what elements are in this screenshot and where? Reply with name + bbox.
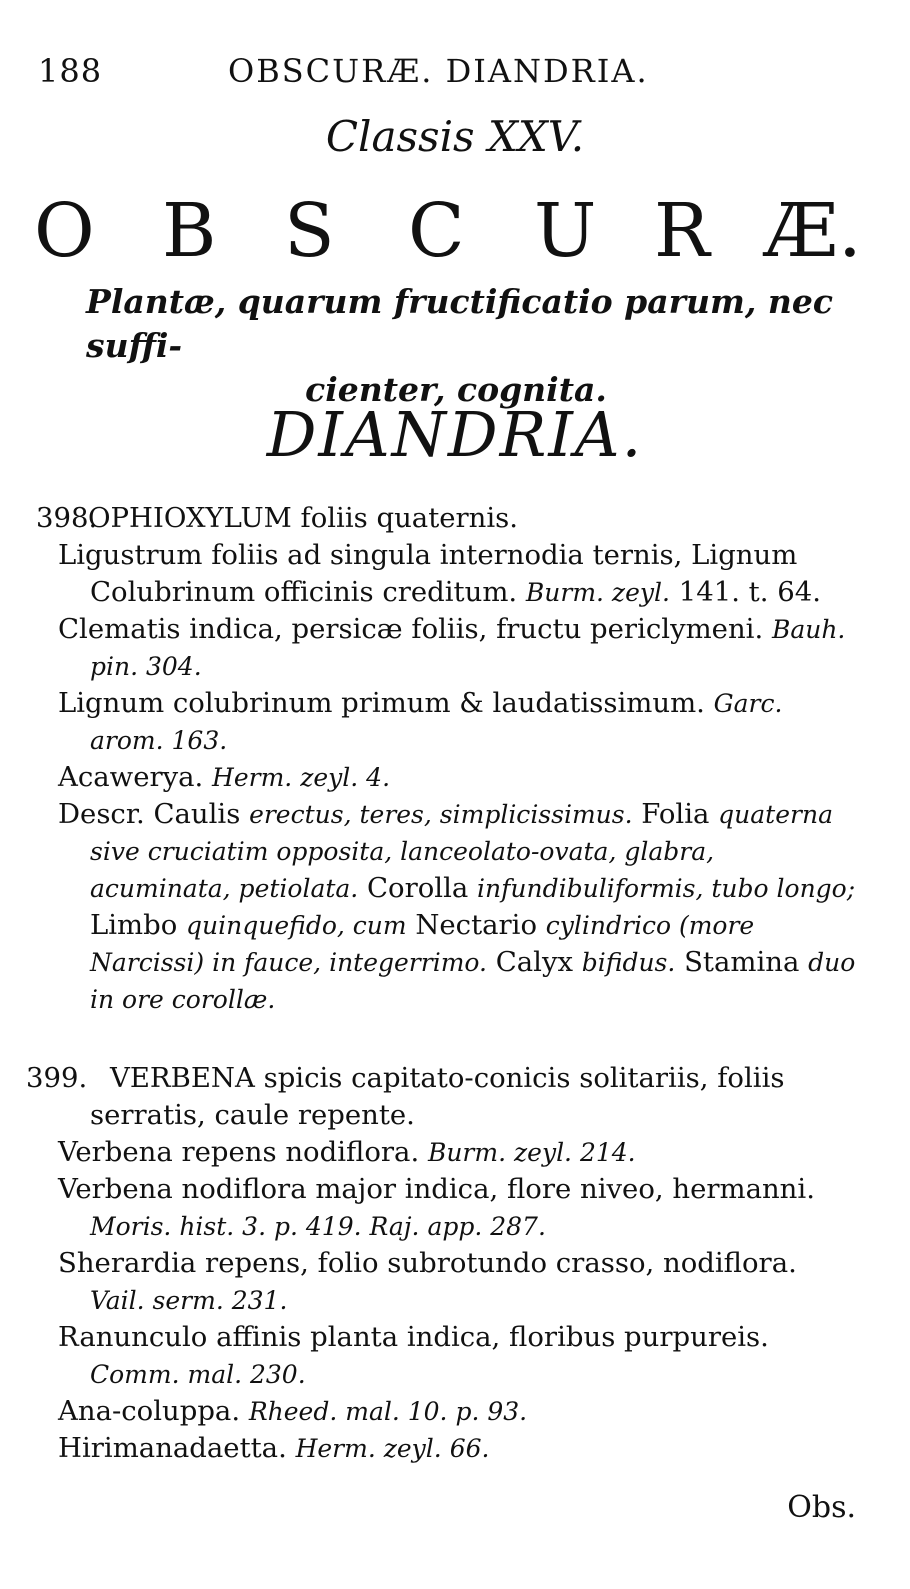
description-term: Stamina bbox=[684, 946, 800, 978]
synonym-text: Verbena nodiflora major indica, flore niveo, hermanni. bbox=[58, 1173, 815, 1205]
synonym bbox=[36, 1430, 856, 1467]
description bbox=[36, 796, 856, 1018]
description-italic: bifidus. bbox=[581, 948, 676, 977]
synonym-reference-page: 141. t. 64. bbox=[678, 576, 821, 608]
synonym-reference: Garc. arom. 163. bbox=[90, 689, 783, 755]
synonym-reference: Herm. zeyl. 4. bbox=[212, 763, 391, 792]
description-term: Calyx bbox=[495, 946, 574, 978]
synonym-text: Verbena repens nodiflora. bbox=[58, 1136, 420, 1168]
entry-number: 398. bbox=[36, 502, 98, 534]
description-term: Nectario bbox=[415, 909, 538, 941]
description-label: Descr. bbox=[58, 798, 145, 830]
description-term: Folia bbox=[641, 798, 710, 830]
synonym-text: Acawerya. bbox=[58, 761, 204, 793]
page-number: 188 bbox=[38, 52, 103, 90]
title-letter: B bbox=[162, 188, 217, 274]
synonym-reference: Moris. hist. 3. p. 419. Raj. app. 287. bbox=[90, 1212, 546, 1241]
entry-diagnosis: VERBENA spicis capitato-conicis solitariis, foliis serratis, caule repente. bbox=[90, 1062, 785, 1131]
synonym-text: Sherardia repens, folio subrotundo crasso, nodiflora. bbox=[58, 1247, 797, 1279]
entry-lead bbox=[36, 500, 856, 537]
synonym bbox=[36, 1319, 856, 1393]
description-italic: quaterna sive cruciatim opposita, lanceolato-ovata, glabra, acuminata, petiolata. bbox=[90, 800, 833, 903]
synonym bbox=[36, 1393, 856, 1430]
title-letter: R bbox=[654, 188, 710, 274]
description-term: Corolla bbox=[367, 872, 469, 904]
synonym-text: Ligustrum foliis ad singula internodia ternis, Lignum Colubrinum officinis creditum. bbox=[58, 539, 798, 608]
description-italic: infundibuliformis, tubo longo; bbox=[477, 874, 856, 903]
description-term: Caulis bbox=[153, 798, 241, 830]
definition-line-2: cienter, cognita. bbox=[305, 370, 607, 409]
synonym-text: Clematis indica, persicæ foliis, fructu periclymeni. bbox=[58, 613, 764, 645]
species-entry-398 bbox=[36, 500, 856, 1018]
description-italic: quinquefido, cum bbox=[186, 911, 407, 940]
synonym-text: Ranunculo affinis planta indica, floribus purpureis. bbox=[58, 1321, 769, 1353]
title-letter: U bbox=[534, 188, 597, 274]
title-letter: Æ. bbox=[764, 188, 862, 274]
class-title bbox=[34, 188, 874, 274]
synonym bbox=[36, 1134, 856, 1171]
running-head bbox=[38, 52, 870, 94]
synonym bbox=[36, 759, 856, 796]
description-term: Limbo bbox=[90, 909, 178, 941]
synonym-text: Ana-coluppa. bbox=[58, 1395, 241, 1427]
synonym bbox=[36, 685, 856, 759]
title-letter: S bbox=[284, 188, 335, 274]
synonym-reference: Rheed. mal. 10. p. 93. bbox=[248, 1397, 528, 1426]
running-head-title: OBSCURÆ. DIANDRIA. bbox=[228, 52, 649, 90]
synonym bbox=[36, 1245, 856, 1319]
entry-lead bbox=[26, 1060, 856, 1134]
title-letter: C bbox=[408, 188, 465, 274]
class-definition bbox=[86, 280, 856, 412]
synonym bbox=[36, 611, 856, 685]
synonym-reference: Comm. mal. 230. bbox=[90, 1360, 306, 1389]
entry-diagnosis: OPHIOXYLUM foliis quaternis. bbox=[88, 502, 519, 534]
species-entry-399 bbox=[26, 1060, 856, 1467]
synonym-reference: Vail. serm. 231. bbox=[90, 1286, 288, 1315]
description-italic: duo in ore corollæ. bbox=[90, 948, 856, 1014]
synonym-text: Lignum colubrinum primum & laudatissimum. bbox=[58, 687, 705, 719]
synonym-text: Hirimanadaetta. bbox=[58, 1432, 287, 1464]
synonym-reference: Herm. zeyl. 66. bbox=[295, 1434, 490, 1463]
synonym bbox=[36, 1171, 856, 1245]
class-heading: Classis XXV. bbox=[325, 112, 585, 161]
description-italic: erectus, teres, simplicissimus. bbox=[249, 800, 633, 829]
section-title: DIANDRIA. bbox=[266, 398, 644, 471]
synonym bbox=[36, 537, 856, 611]
definition-line-1: Plantæ, quarum fructificatio parum, nec suffi- bbox=[86, 282, 833, 365]
synonym-reference: Burm. zeyl. bbox=[525, 578, 670, 607]
catchword: Obs. bbox=[787, 1490, 856, 1525]
title-letter: O bbox=[34, 188, 95, 274]
description-italic: cylindrico (more Narcissi) in fauce, integerrimo. bbox=[90, 911, 755, 977]
entry-number: 399. bbox=[26, 1062, 88, 1094]
synonym-reference: Bauh. pin. 304. bbox=[90, 615, 846, 681]
synonym-reference: Burm. zeyl. 214. bbox=[427, 1138, 636, 1167]
